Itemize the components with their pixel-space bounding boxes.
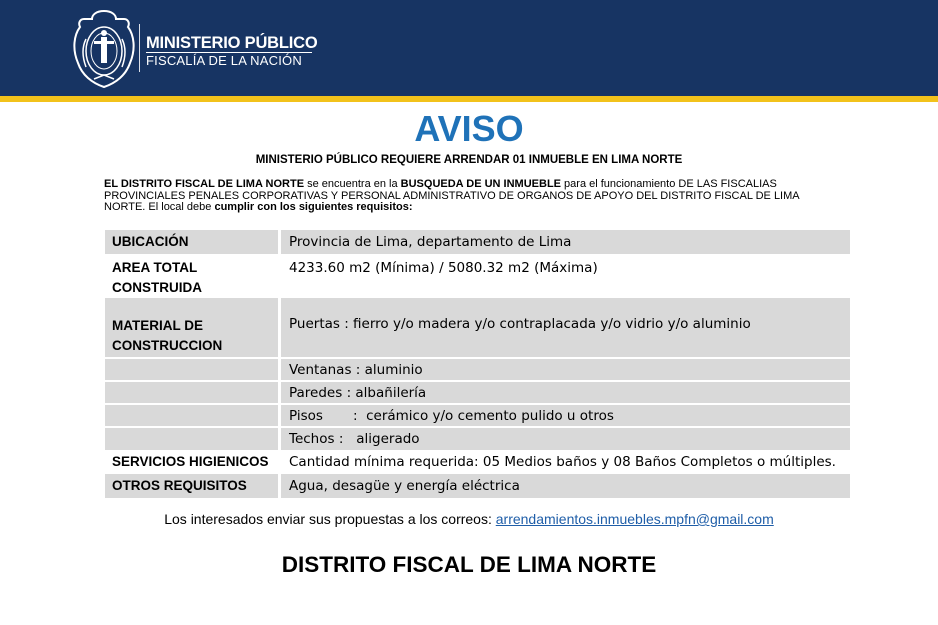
footer-title: DISTRITO FISCAL DE LIMA NORTE: [281, 552, 657, 577]
brand-divider: [139, 24, 140, 72]
table-row: [105, 298, 850, 316]
notice-subtitle: MINISTERIO PÚBLICO REQUIERE ARRENDAR 01 INMUEBLE EN LIMA NORTE: [255, 154, 683, 166]
value-techos: Techos : aligerado: [280, 427, 851, 450]
table-row: [105, 450, 850, 474]
label-material: [105, 316, 280, 358]
table-row: [105, 474, 850, 498]
org-name: MINISTERIO PÚBLICO: [146, 34, 318, 52]
table-row: [105, 230, 850, 254]
page-title: AVISO: [414, 108, 524, 149]
table-row: [105, 316, 850, 358]
table-row: [105, 404, 850, 427]
value-area: 4233.60 m2 (Mínima) / 5080.32 m2 (Máxima): [289, 260, 598, 276]
intro-search: BUSQUEDA DE UN INMUEBLE: [400, 178, 561, 190]
contact-email-link[interactable]: arrendamientos.inmuebles.mpfn@gmail.com: [495, 511, 774, 527]
intro-requirements: cumplir con los siguientes requisitos:: [214, 201, 413, 213]
label-ubicacion: UBICACIÓN: [105, 230, 280, 254]
label-area: [105, 254, 280, 298]
label-area-line2: CONSTRUIDA: [112, 280, 202, 295]
requirements-table: [105, 230, 850, 498]
label-area-line1: AREA TOTAL: [112, 260, 198, 275]
value-otros: Agua, desagüe y energía eléctrica: [280, 474, 851, 498]
intro-text-2: para el funcionamiento DE LAS FISCALIAS PROVINCIALES PENALES CORPORATIVAS Y PERSONAL ADMINISTRATIVO DE ORGANOS DE APOYO DEL DISTRITO FISCAL DE LIMA NORTE. El local debe: [104, 178, 800, 213]
value-paredes: Paredes : albañilería: [280, 381, 851, 404]
value-pisos: Pisos : cerámico y/o cemento pulido u otros: [280, 404, 851, 427]
value-ubicacion: Provincia de Lima, departamento de Lima: [280, 230, 851, 254]
intro-paragraph: [104, 179, 834, 214]
table-row: [105, 427, 850, 450]
label-otros: OTROS REQUISITOS: [105, 474, 280, 498]
contact-text: Los interesados enviar sus propuestas a los correos:: [164, 511, 496, 527]
table-row: [105, 254, 850, 298]
contact-line: [0, 511, 938, 527]
label-servicios: SERVICIOS HIGIENICOS: [105, 450, 280, 474]
value-puertas: Puertas : fierro y/o madera y/o contraplacada y/o vidrio y/o aluminio: [280, 316, 851, 358]
intro-text-1: se encuentra en la: [304, 178, 401, 190]
label-material-line2: CONSTRUCCION: [112, 338, 223, 353]
table-row: [105, 358, 850, 381]
ministerio-publico-seal-icon: [72, 9, 136, 89]
header-band: [0, 0, 938, 96]
header-stripe: [0, 96, 938, 102]
intro-district: EL DISTRITO FISCAL DE LIMA NORTE: [104, 178, 305, 190]
value-ventanas: Ventanas : aluminio: [280, 358, 851, 381]
org-subtitle: FISCALÍA DE LA NACIÓN: [146, 53, 302, 68]
table-row: [105, 381, 850, 404]
label-material-line1: MATERIAL DE: [112, 318, 203, 333]
value-servicios: Cantidad mínima requerida: 05 Medios baños y 08 Baños Completos o múltiples.: [289, 454, 836, 470]
